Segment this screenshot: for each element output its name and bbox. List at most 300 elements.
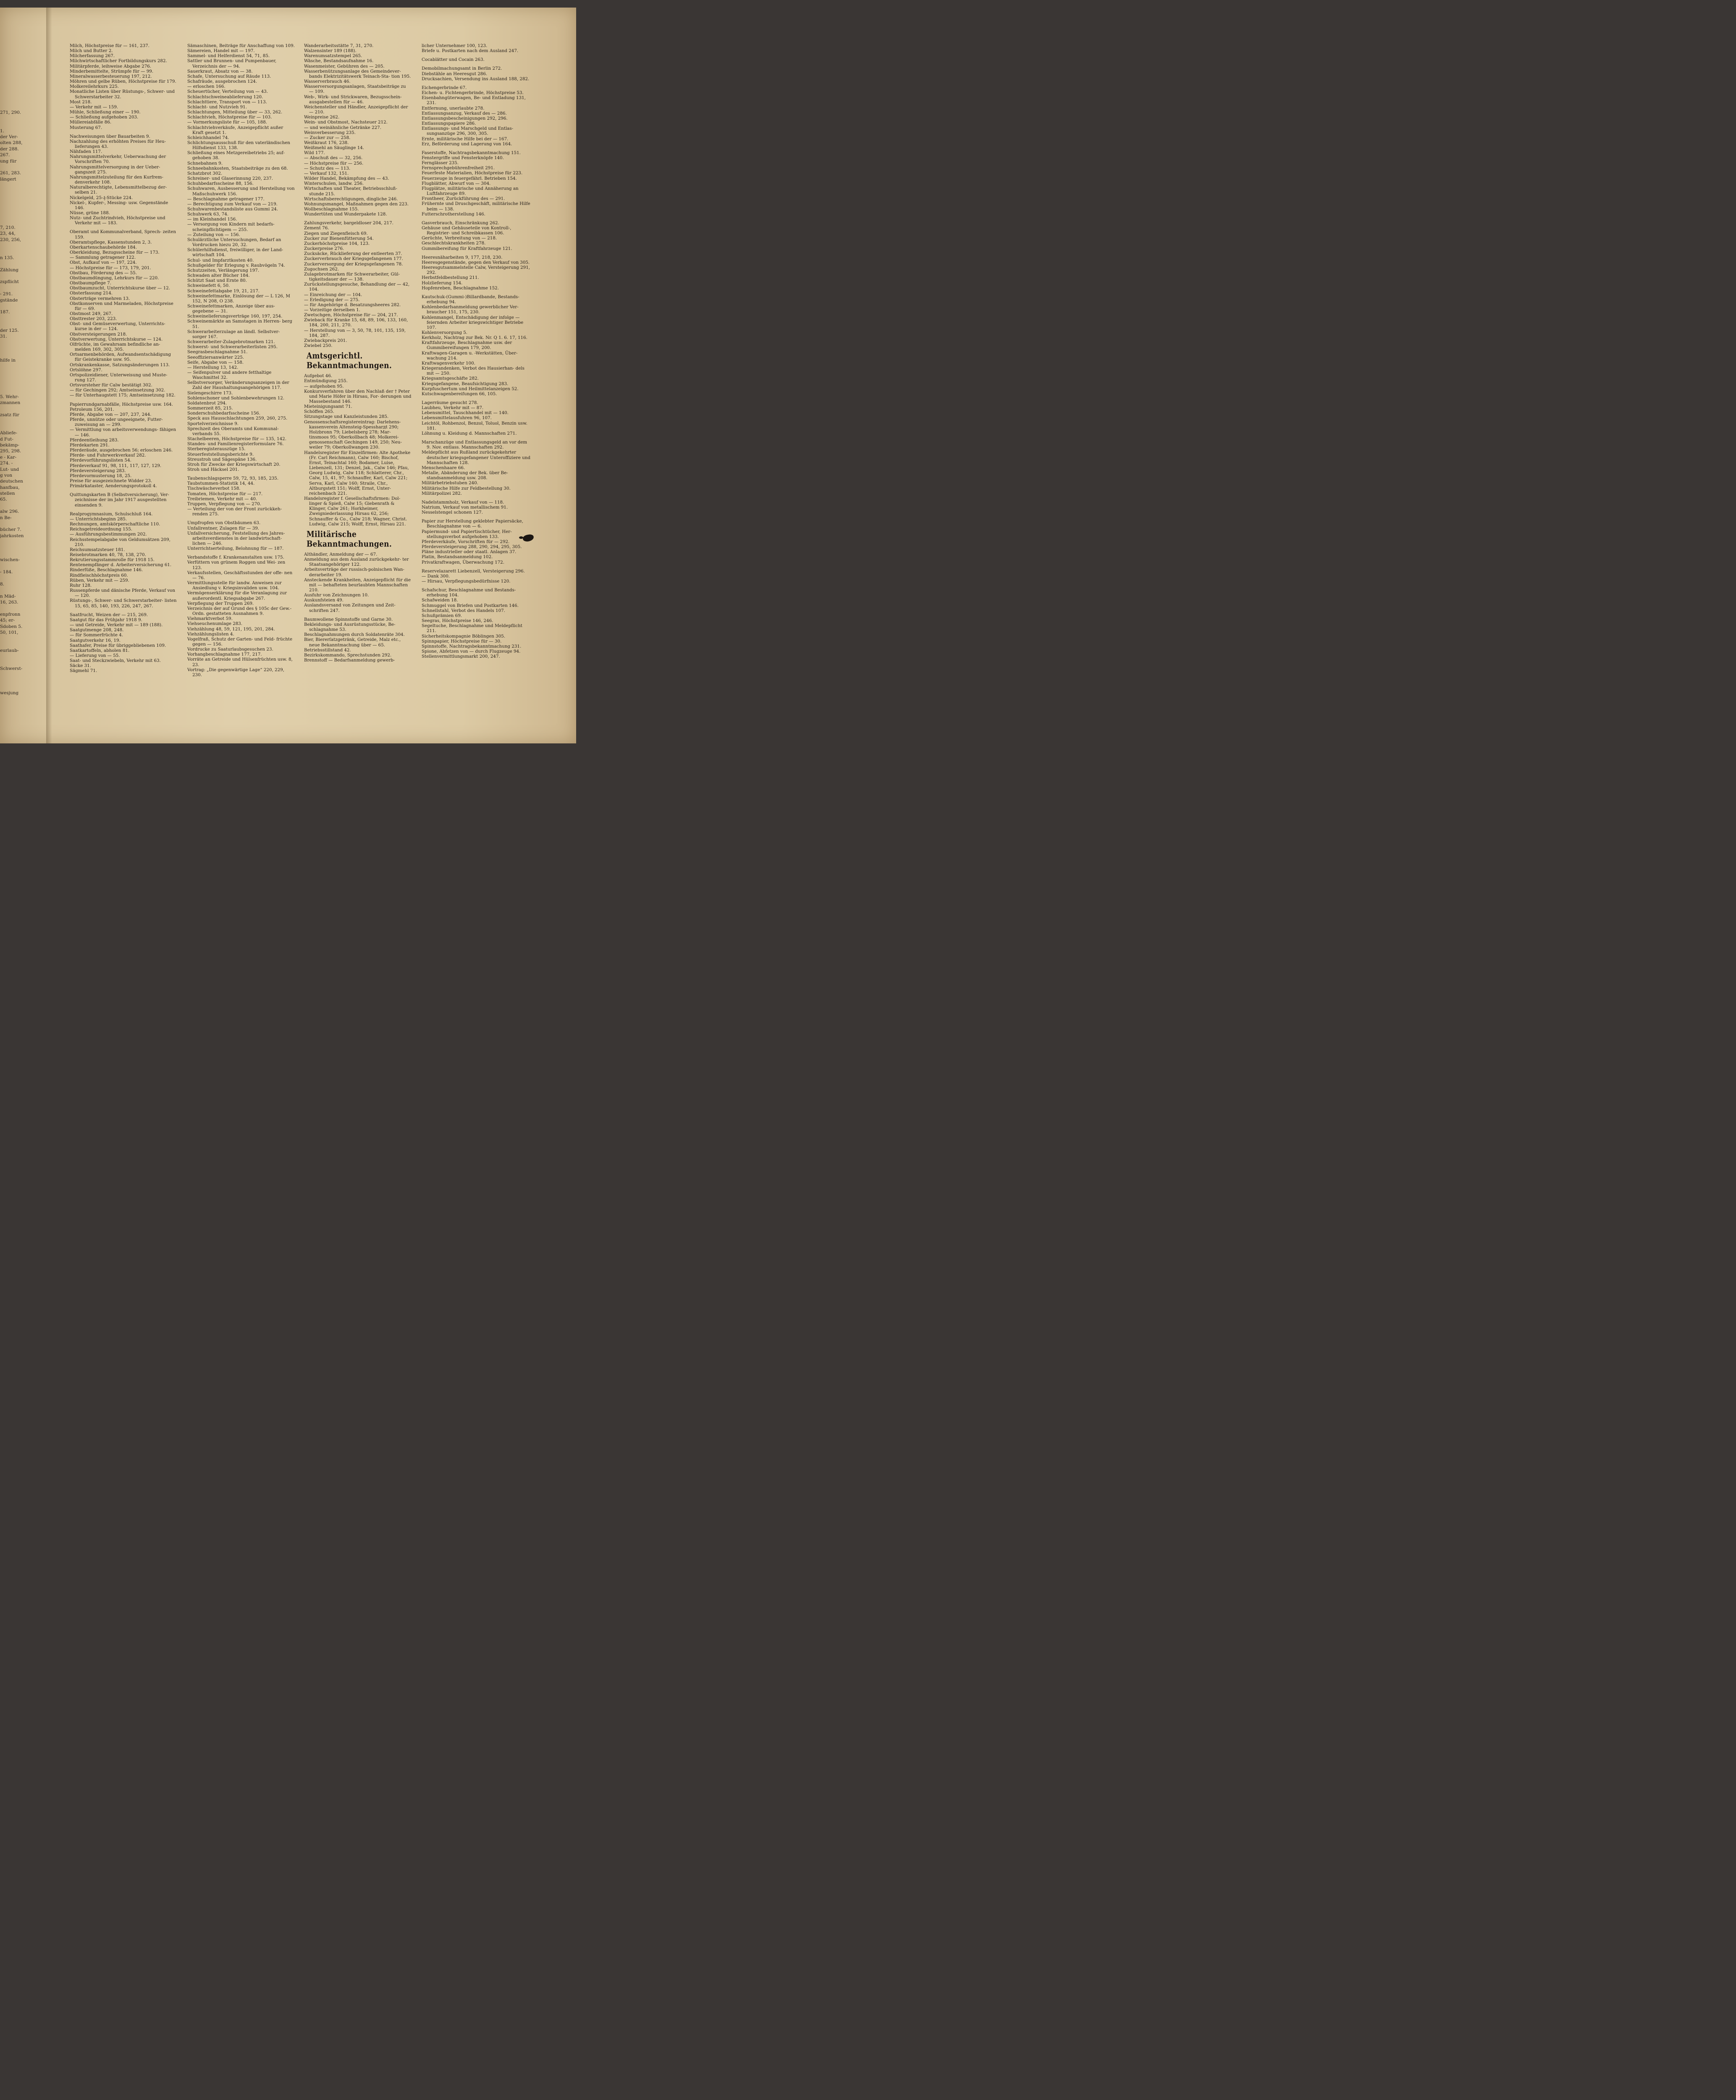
index-entry: Ortsarmenbehörden, Aufwandsentschädigung für Geistekranke usw. 95.	[70, 352, 171, 362]
index-entry: Segeltuche, Beschlagnahme und Meldepflicht 211.	[422, 623, 522, 634]
edge-fragment	[0, 25, 25, 31]
index-entry: Möhren und gelbe Rüben, Höchstpreise für 179.	[70, 79, 176, 84]
edge-fragment	[0, 249, 25, 255]
edge-fragment: 5. Wehr-	[0, 394, 19, 399]
edge-fragment	[0, 315, 25, 321]
index-entry: Molkereilehrkurs 225.	[70, 84, 119, 89]
index-entry: Stroh und Häcksel 201.	[187, 467, 239, 472]
index-entry: Taubenschlagsperre 59, 72, 93, 185, 235.	[187, 476, 279, 481]
index-entry: Sauerkraut, Absatz von — 38.	[187, 68, 253, 74]
section-gap	[70, 488, 177, 492]
index-entry: Sohlenschoner und Sohlenbewehrungen 12.	[187, 395, 285, 401]
index-entry: Ausfuhr von Zeichnungen 10.	[304, 593, 369, 598]
edge-fragment	[0, 352, 25, 357]
index-entry: Streustroh und Sägespäne 136.	[187, 457, 257, 462]
edge-fragment: hilfe in	[0, 358, 16, 363]
index-column-1	[70, 43, 177, 674]
edge-fragment: stellen	[0, 491, 15, 496]
index-entry: Umpfropfen von Obstbäumen 63.	[187, 520, 261, 526]
index-column-4	[422, 43, 531, 659]
index-entry: Ansteckende Krankheiten, Anzeigepflicht für die mit — behafteten beurlaubten Mannschaften 210.	[304, 577, 411, 593]
edge-fragment: 295, 298.	[0, 449, 21, 454]
edge-fragment	[0, 68, 25, 74]
section-gap	[422, 251, 531, 255]
edge-fragment	[0, 388, 25, 394]
index-entry: Saathafer, Preise für übriggebliebenen 109.	[70, 643, 166, 648]
index-entry: Nutz- und Zuchtrindvieh, Höchstpreise und Verkehr mit — 183.	[70, 215, 165, 226]
edge-fragment: längert	[0, 176, 16, 182]
index-entry: Saatgut für das Frühjahr 1918 9.	[70, 617, 142, 622]
index-entry: Feuerfeste Materialien, Höchstpreise für 223.	[422, 171, 523, 176]
index-entry: — für Angehörige d. Besatzungsheeres 282.	[304, 302, 401, 307]
index-entry: Scheuertücher, Verteilung von — 43.	[187, 89, 268, 94]
index-entry: Vogelfraß, Schutz der Garten- und Feld- früchte gegen — 156.	[187, 636, 293, 647]
index-entry: Zulagebrotmarken für Schwerarbeiter, Gül- tigkeitsdauer der — 138.	[304, 271, 400, 282]
index-entry: Papierrundgarnabfälle, Höchstpreise usw. 164.	[70, 402, 173, 407]
edge-fragment: gstände	[0, 297, 18, 303]
edge-fragment: - 291.	[0, 291, 13, 297]
index-entry: Standes- und Familienregisterformulare 76.	[187, 441, 284, 447]
edge-fragment: 50, 101,	[0, 630, 18, 635]
index-entry: Obst- und Gemüseverwertung, Unterrichts- kurse in der — 124.	[70, 321, 165, 332]
index-entry: Tischwäscheverbot 158.	[187, 486, 241, 491]
edge-fragment: n Be-	[0, 515, 12, 520]
index-entry: Wasserversorgungsanlagen, Staatsbeiträge zu — 109.	[304, 84, 406, 94]
edge-fragment	[0, 189, 25, 194]
section-gap	[422, 291, 531, 294]
edge-fragment	[0, 321, 25, 327]
index-entry: Zwieback für Kranke 15, 68, 89, 106, 133, 160, 184, 200, 211, 270.	[304, 318, 408, 328]
index-entry: Naturalberechtigte, Lebensmittelbezug der- selben 21.	[70, 185, 167, 195]
index-entry: Entlassungs- und Marschgeld und Entlas- sungsanzüge 296, 300, 305.	[422, 126, 514, 136]
index-entry: Pferde, Abgabe von — 207, 237, 244.	[70, 412, 152, 417]
edge-fragment: 45; er-	[0, 618, 15, 623]
index-entry: Kriegsgefangene, Beaufsichtigung 283.	[422, 381, 509, 386]
index-entry: Papiermund- und Papiertischtücher, Her- stellungsverbot aufgehoben 133.	[422, 529, 512, 539]
edge-fragment: Schwerst-	[0, 666, 23, 672]
section-gap	[422, 396, 531, 400]
index-entry: Bier, Biererſatzgetränk, Getreide, Malz etc., neue Bekanntmachung über — 65.	[304, 637, 401, 648]
index-entry: Kohlenmangel, Entschädigung der infolge — feiernden Arbeiter kriegswichtiger Betriebe 107.	[422, 315, 524, 330]
index-entry: Platin, Bestandsanmeldung 102.	[422, 554, 493, 560]
index-entry: Zucksäcke, Rücklieferung der entleerten 37.	[304, 251, 402, 257]
index-entry: Althändler, Anmeldung der — 67.	[304, 551, 378, 557]
index-entry: Oberamtspflege, Kassenstunden 2, 3.	[70, 239, 152, 245]
index-entry: Unfallrentner, Zulagen für — 39.	[187, 525, 260, 531]
index-entry: Seife, Abgabe von — 158.	[187, 360, 244, 365]
index-column-2	[187, 43, 295, 677]
index-entry: Militärpolizei 282.	[422, 491, 462, 496]
edge-fragment	[0, 261, 25, 267]
index-entry: Müllereiabfälle 86.	[70, 120, 112, 125]
edge-fragment	[0, 74, 25, 79]
index-entry: Betriebsstillstand 42.	[304, 647, 351, 653]
edge-fragment	[0, 122, 25, 128]
index-entry: Schweinemärkte an Samstagen in Herren- berg 51.	[187, 319, 292, 329]
index-entry: Nesselstengel schonen 127.	[422, 510, 483, 515]
index-entry: Olfrüchte, im Gewahrsam befindliche an- melden 169, 302, 305.	[70, 341, 160, 352]
index-entry: Brennstoff — Bedarfsanmeldung gewerb-	[304, 658, 395, 663]
index-entry: Nüsse, grüne 188.	[70, 210, 110, 215]
index-entry: Frühernte und Druschgeschäft, militärische Hilfe beim — 138.	[422, 201, 530, 212]
index-entry: Truppen, Verpflegung von — 270.	[187, 501, 262, 507]
section-gap	[422, 62, 531, 66]
index-entry: Fernglässer 235.	[422, 160, 459, 166]
index-entry: Pferdevorführungslisten 54.	[70, 458, 131, 463]
edge-fragment: olten 288,	[0, 140, 23, 146]
index-entry: Entfernung, unerlaubte 278.	[422, 105, 485, 111]
index-entry: Drucksachien, Versendung ins Ausland 188, 282.	[422, 76, 530, 81]
edge-fragment: wischen-	[0, 557, 20, 563]
index-entry: Kohlenbedarfsanmeldung gewerblicher Ver- braucher 151, 175, 230.	[422, 304, 519, 315]
index-entry: — Vormerkungsliste für — 105, 188.	[187, 120, 267, 125]
index-entry: Feuerzeuge in feuergefährl. Betrieben 154.	[422, 176, 517, 181]
section-gap	[187, 551, 295, 555]
index-entry: Zuckerhöchstpreise 104, 123.	[304, 241, 370, 246]
section-gap	[70, 226, 177, 229]
edge-fragment	[0, 376, 25, 382]
index-entry: Reichsgetreideordnung 155.	[70, 527, 133, 532]
index-entry: Rüben, Verkehr mit — 259.	[70, 578, 129, 583]
index-entry: Fenstergriffe und Fensterknöpfe 140.	[422, 155, 504, 160]
edge-fragment: Abliefe-	[0, 430, 17, 436]
edge-fragment: deutschen	[0, 479, 23, 484]
edge-fragment	[0, 642, 25, 648]
index-entry: Futterschrotherstellung 146.	[422, 211, 485, 217]
edge-fragment: Lut- und	[0, 467, 19, 472]
index-entry: Militärbetriebstuben 240.	[422, 480, 478, 486]
index-entry: — für Gechingen 292; Amtseinsetzung 302.	[70, 388, 165, 393]
edge-fragment	[0, 563, 25, 569]
index-entry: — Verkauf 132, 151.	[304, 171, 349, 176]
index-entry: Stroh für Zwecke der Kriegswirtschaft 20.	[187, 462, 281, 467]
index-entry: Kautschuk-(Gummi-)Billardbande, Bestands- erhebung 94.	[422, 294, 519, 305]
index-entry: Reservelazarett Liebenzell, Versteigerung 296.	[422, 568, 525, 574]
index-entry: — Höchstpreise für — 256.	[304, 160, 364, 166]
edge-fragment: 271, 290.	[0, 110, 21, 116]
index-entry: Schlachtschweineablieferung 120.	[187, 94, 263, 100]
index-entry: Schatzbrot 302.	[187, 171, 223, 176]
index-entry: Spinnstoffe, Nachtragsbekanntmachung 231.	[422, 643, 522, 649]
index-entry: Zuckerversorgung der Kriegsgefangenen 78.	[304, 261, 403, 267]
index-entry: Sammel- und Helferdienst 54, 71, 85.	[187, 53, 270, 59]
index-entry: Warenumsatzstempel 265.	[304, 53, 362, 59]
index-entry: Pferdeversteigerung 283.	[70, 468, 126, 473]
edge-fragment	[0, 86, 25, 92]
edge-fragment: zspflicht	[0, 279, 19, 285]
index-entry: Schweinefettmarke, Einlösung der — L 126, M 152, N 208, O 238.	[187, 293, 290, 304]
page-fold-shadow	[46, 8, 52, 743]
index-entry: Reisebrotmarken 40, 78, 138, 270.	[70, 552, 146, 557]
index-entry: Obstkonserven und Marmeladen, Höchstpreise für — 69.	[70, 301, 173, 311]
index-entry: Weinpreise 262.	[304, 115, 340, 120]
index-entry: Nahrungsmittelversorgung in der Ueber- gangszeit 275.	[70, 164, 160, 175]
index-entry: Nähfaden 117.	[70, 149, 102, 155]
index-entry: Schweinefettmarken, Anzeige über aus- gegebene — 31.	[187, 303, 275, 314]
index-entry: — Zucker zur — 258.	[304, 135, 351, 140]
index-entry: Aufgebot 46.	[304, 373, 333, 379]
index-entry: licher Unternehmer 100, 123.	[422, 43, 488, 48]
index-entry: Obstversteigerungen 218.	[70, 331, 127, 337]
index-entry: Kohlenversorgung 5.	[422, 330, 468, 335]
edge-fragment: der 125.	[0, 328, 19, 333]
index-entry: Genossenschaftsregistereintrag: Darlehens- kassenverein Altensteig-Spessharдt 290; Holzbronn 79; Liebelsberg 278; Mar- tinsmoos 95; Oberkollbach 48; Molkerei- genossenschaft Gechingen 149, 250; Neu- weiler 79; Oberkollwangen 230.	[304, 419, 402, 450]
edge-fragment	[0, 273, 25, 279]
index-entry: — Vermittlung von arbeitsverwendungs- fähigen — 146.	[70, 427, 176, 438]
index-entry: Eichen- u. Fichtengerbrinde, Höchstpreise 53.	[422, 90, 524, 96]
index-entry: Obstverwertung, Unterrichtskurse — 124.	[70, 336, 163, 342]
index-entry: Leichtöl, Rohbenzol, Benzol, Toluol, Benzin usw. 181.	[422, 420, 527, 431]
index-entry: Rentenempfänger d. Arbeiterversicherung 61.	[70, 562, 172, 568]
index-entry: Kraftfahrzeuge, Beschlagnahme usw. der Gummibereifungen 179, 200.	[422, 340, 512, 351]
index-entry: Verpflegung der Truppen 269.	[187, 601, 254, 606]
index-entry: Zurückstellungsgesuche, Behandlung der — 42, 104.	[304, 282, 410, 292]
index-entry: Militärpferde, leihweise Abgabe 276.	[70, 63, 152, 69]
edge-fragment: eurlaub-	[0, 648, 19, 654]
index-entry: Pferdeverkauf 91, 98, 111, 117, 127, 129.	[70, 463, 162, 468]
index-entry: — für Unterhaugstett 175; Amtseinsetzung 182.	[70, 393, 176, 398]
index-entry: — Dank 300.	[422, 573, 450, 579]
index-entry: Viehzählung 48, 59, 121, 195, 201, 284.	[187, 626, 275, 632]
index-entry: Menschenhaare 66.	[422, 465, 465, 470]
index-entry: Gehäuse und Gehäuseteile von Kontroll-, Registrier- und Schreibkassen 106.	[422, 226, 511, 236]
index-entry: Realprogymnasium, Schulschluß 164.	[70, 511, 153, 517]
index-entry: Viehmarktverbot 59.	[187, 616, 233, 622]
index-entry: Baumwollene Spinnstoffe und Garne 30.	[304, 617, 393, 622]
index-entry: Pferderäude, ausgebrochen 56; erloschen 246.	[70, 448, 173, 453]
index-entry: Selbstversorger, Veränderungsanzeigen in der Zahl der Haushaltungsangehörigen 117.	[187, 380, 289, 391]
index-entry: Vermögenserklärung für die Veranlagung zur außerordentl. Kriegsabgabe 267.	[187, 591, 287, 601]
edge-fragment	[0, 50, 25, 55]
index-entry: Sicherheitskompagnie Böblingen 305.	[422, 633, 506, 639]
index-entry: Reichsstempelabgabe von Geldumsätzen 209, 210.	[70, 537, 170, 547]
index-entry: Entlassungsbescheinigungen 292, 296.	[422, 116, 508, 121]
index-entry: Lebensmittel, Tauschhandel mit — 140.	[422, 410, 509, 416]
index-entry: Handelsregister für Einzelfirmen: Alte Apotheke (Fr. Carl Reichmann), Calw 160; Bischof, Ernst, Teinachtal 160; Bodamer, Luise, Liebenzell, 131; Denzel, Jak., Calw 146; Pfau, Georg Ludwig, Calw 118; Schlatterer, Chr., Calw, 15, 41, 97; Schnauffer, Karl, Calw 221; Serva, Karl, Calw 160; Straile, Chr., Altburgstett 151; Wolff, Ernst, Unter- reichenbach 221.	[304, 450, 411, 496]
edge-fragment: 187.	[0, 310, 10, 315]
edge-fragment	[0, 339, 25, 345]
edge-fragment	[0, 545, 25, 551]
index-entry: — Einreichung der — 104.	[304, 292, 362, 297]
index-entry: — Schutz des — 113.	[304, 165, 351, 171]
section-gap	[187, 472, 295, 476]
index-entry: Taubstummen-Statistik 14, 44.	[187, 481, 255, 486]
index-entry: Wild 177.	[304, 150, 325, 156]
edge-fragment	[0, 587, 25, 593]
left-edge-fragments	[0, 25, 25, 696]
index-entry: Schwerst- und Schwerarbeiterlisten 295.	[187, 344, 278, 350]
index-entry: Bezirkskommando, Sprechstunden 292.	[304, 652, 392, 658]
index-entry: Obsttrester 203, 223.	[70, 316, 117, 322]
edge-fragment	[0, 219, 25, 225]
edge-fragment: ung für	[0, 158, 17, 164]
section-gap	[70, 609, 177, 612]
index-entry: Zuckerpreise 276.	[304, 246, 344, 252]
index-entry: Tomaten, Höchstpreise für — 217.	[187, 491, 263, 496]
index-entry: Wundertüten und Wunderpakete 128.	[304, 212, 387, 217]
index-entry: Eichengerbrinde 67.	[422, 85, 467, 90]
index-entry: Unfallversicherung, Feststellung des Jahres- arbeitsverdienstes in der landwirtschaft- lichen — 246.	[187, 530, 285, 546]
index-entry: Schafschur, Beschlagnahme und Bestands- erhebung 104.	[422, 588, 516, 598]
edge-fragment	[0, 370, 25, 375]
index-entry: Oberkleidung, Bezugsscheine für — 173.	[70, 250, 160, 255]
edge-fragment: 23, 44,	[0, 231, 16, 236]
index-entry: — Berechtigung zum Verkauf von — 219.	[187, 201, 278, 207]
index-entry: Ortspolizeidiener, Unterweisung und Muste- rung 127.	[70, 372, 168, 383]
index-entry: Wohnungsmangel, Maßnahmen gegen den 223.	[304, 201, 409, 207]
index-entry: Handelsregister f. Gesellschaftsfirmen: Dol- linger & Spieß, Calw 15; Giebenrath & Klinger, Calw 261; Horkheimer, Zweigniederlassung Hirsau 62, 256; Schnauffer & Co., Calw 218; Wagner, Christ. Ludwig, Calw 215; Wolff, Ernst, Hirsau 221.	[304, 496, 407, 527]
edge-fragment	[0, 92, 25, 97]
index-entry: Seegras, Höchstpreise 146, 246.	[422, 618, 493, 624]
index-entry: Sielengeschirre 173.	[187, 390, 233, 396]
index-entry: Rinderfüße, Beschlagnahme 146.	[70, 567, 143, 573]
index-entry: Minderbemittelte, Strümpfe für — 99.	[70, 68, 154, 74]
edge-fragment	[0, 104, 25, 110]
edge-fragment	[0, 424, 25, 430]
index-entry: Pferdeverkäufe, Vorschriften für — 292.	[422, 539, 510, 544]
index-entry: Kraftwagen-Garagen u. -Werkstätten, Über- wachung 214.	[422, 350, 518, 361]
index-entry: — Herstellung von — 3, 50, 78, 101, 135, 159, 184, 287.	[304, 328, 406, 338]
index-entry: Ziegen und Ziegenfleisch 69.	[304, 231, 368, 236]
index-entry: Wäsche, Bestandsaufnahme 16.	[304, 58, 374, 64]
index-entry: Schlachtungen, Mitteilung über — 33, 262.	[187, 110, 283, 115]
edge-fragment	[0, 200, 25, 206]
section-gap	[304, 613, 412, 617]
index-entry: — Herstellung 13, 142.	[187, 365, 239, 370]
index-entry: Treibriemen, Verkehr mit — 40.	[187, 496, 257, 501]
edge-fragment: bekämp-	[0, 442, 19, 448]
index-entry: Sonderschuhbedarfsscheine 156.	[187, 411, 260, 416]
index-entry: Schlichtungsausschuß für den vaterländischen Hilfsdienst 133, 138.	[187, 140, 290, 151]
index-entry: Ernte, militärische Hilfe bei der — 167.	[422, 136, 509, 142]
index-entry: Saatfrucht, Weizen der — 215, 269.	[70, 612, 148, 617]
index-entry: Vordrucke zu Saaturlaubsgesuchen 23.	[187, 647, 273, 652]
index-entry: Vorräte an Getreide und Hülsenfrüchten usw. 8, 23.	[187, 657, 293, 667]
index-entry: Geschlechtskrankheiten 278.	[422, 241, 486, 246]
index-entry: Beschlagnahmungen durch Soldatenräte 304.	[304, 632, 405, 638]
index-entry: Sommerzeit 85, 215.	[187, 406, 233, 411]
index-entry: Weichensteller und Händler, Anzeigepflicht der — 210.	[304, 104, 408, 115]
index-entry: — Höchstpreise für — 173, 179, 201.	[70, 265, 151, 270]
edge-fragment	[0, 503, 25, 509]
index-entry: Wollbeschlagnahme 155.	[304, 207, 359, 212]
section-gap	[422, 53, 531, 57]
index-entry: Saat- und Steckzwiebeln, Verkehr mit 63.	[70, 658, 161, 664]
edge-fragment	[0, 164, 25, 170]
index-entry: — im Kleinhandel 156.	[187, 217, 237, 222]
index-entry: Weißkraut 176, 238.	[304, 140, 349, 145]
index-entry: Viehseuchenumlage 283.	[187, 621, 243, 627]
edge-fragment	[0, 551, 25, 557]
index-entry: Holzlieferung 154.	[422, 280, 463, 286]
index-entry: Eisenbahngüterwagen, Be- und Entladung 131, 231.	[422, 95, 526, 106]
index-entry: Sterberegisterauszüge 15.	[187, 446, 246, 452]
index-entry: Schafe, Untersuchung auf Räude 113.	[187, 74, 271, 79]
index-entry: Ruhr 128.	[70, 583, 92, 588]
section-gap	[422, 217, 531, 220]
edge-fragment	[0, 654, 25, 660]
index-entry: — Abschuß des — 32, 256.	[304, 155, 363, 161]
index-entry: Zement 76.	[304, 226, 329, 231]
index-entry: — Sammlung getragener 122.	[70, 255, 136, 260]
index-entry: Zwiebel 250.	[304, 343, 333, 349]
index-entry: — Unterrichtsbeginn 285.	[70, 516, 127, 522]
index-entry: Schul- und Impfarztkosten 40.	[187, 257, 254, 263]
index-entry: Ortskrankenkasse, Satzungsänderungen 113.	[70, 362, 170, 368]
index-entry: Obstbaumdüngung, Lehrkurs für — 220.	[70, 275, 159, 281]
index-entry: Faserstoffe, Nachtragsbekanntmachung 151.	[422, 150, 521, 155]
index-entry: Schlachtvieh, Höchstpreise für — 103.	[187, 115, 272, 120]
index-entry: Russenpferde und dänische Pferde, Verkauf von — 120.	[70, 588, 176, 598]
index-entry: Schreiner- und Glaserinnung 220, 237.	[187, 176, 273, 181]
index-entry: Schwerarbeiter-Zulagebrotmarken 121.	[187, 339, 275, 345]
index-entry: Vermittlungsstelle für landw. Anweisen zur Ansiedlung v. Kriegsinvaliden usw. 104.	[187, 580, 282, 591]
index-entry: Zuckerverbrauch der Kriegsgefangenen 177.	[304, 256, 403, 262]
edge-fragment: Zählung	[0, 267, 18, 273]
index-entry: Stellenvermittlungsmarkt 200, 247.	[422, 654, 500, 659]
index-entry: Schuhwarenbestandsliste aus Gummi 24.	[187, 207, 278, 212]
index-entry: Milchwirtschaftlicher Fortbildungskurs 282.	[70, 58, 167, 64]
index-entry: Rindfleischhöchstpreis 60.	[70, 572, 128, 578]
index-entry: Laubheu, Verkehr mit — 87.	[422, 405, 484, 411]
index-entry: Nickelgeld, 25-₰-Stücke 224.	[70, 195, 133, 200]
edge-fragment: Sdoben 5.	[0, 624, 23, 629]
edge-fragment: 16, 263.	[0, 600, 18, 605]
index-entry: Diebstähle an Heeresgut 286.	[422, 71, 488, 76]
section-gap	[422, 584, 531, 588]
edge-fragment: alw 296.	[0, 509, 19, 514]
index-entry: Zahlungsverkehr, bargeldloser 204, 217.	[304, 220, 393, 226]
index-entry: Rekrutierungsstammrolle für 1918 15.	[70, 557, 155, 563]
section-gap	[422, 515, 531, 519]
edge-fragment	[0, 521, 25, 527]
index-entry: Metalle, Abänderung der Bek. über Be- standsanmeldung usw. 208.	[422, 470, 508, 481]
edge-fragment: n Mäd-	[0, 593, 16, 599]
index-entry: — Vorzeitige derselben 1.	[304, 307, 361, 312]
index-entry: Nadelstammholz, Verkauf von — 118.	[422, 499, 504, 505]
index-entry: Natrium, Verkauf von metallischem 91.	[422, 504, 508, 510]
index-entry: Wanderarbeitsstätte 7, 31, 270.	[304, 43, 374, 48]
index-entry: Kurpfuschertum und Heilmittelanzeigen 52.	[422, 386, 519, 391]
edge-fragment: der Ver-	[0, 134, 18, 140]
index-entry: Schafräude, ausgebrochen 124.	[187, 79, 257, 84]
index-entry: Stachelbeeren, Höchstpreise für — 135, 142.	[187, 436, 286, 442]
edge-fragment: zsatz für	[0, 412, 19, 417]
index-entry: Kriegsamtsgeschäfte 282.	[422, 376, 479, 381]
edge-fragment: bücher 7.	[0, 527, 21, 533]
edge-fragment: 8.	[0, 581, 5, 587]
index-entry: Schützt Saat und Ernte 80.	[187, 278, 247, 284]
edge-fragment	[0, 678, 25, 684]
section-gap	[422, 436, 531, 440]
edge-fragment	[0, 303, 25, 309]
edge-fragment	[0, 406, 25, 412]
index-entry: Briefe u. Postkarten nach dem Ausland 247.	[422, 48, 519, 54]
index-entry: Zugochsen 262.	[304, 266, 339, 272]
index-entry: Pferde- und Fuhrwerkverkauf 282.	[70, 453, 146, 458]
index-entry: Schweinefettabgabe 19, 21, 217.	[187, 288, 260, 294]
edge-fragment: 261, 283.	[0, 171, 21, 176]
edge-fragment	[0, 43, 25, 49]
edge-fragment: 267.	[0, 152, 10, 158]
edge-fragment: zmannen	[0, 400, 21, 406]
index-entry: Frontheer, Zurückführung des — 291.	[422, 196, 505, 202]
index-entry: Kerkholz, Nachtrag zur Bek. Nr. Q 1. 6. 17, 116.	[422, 335, 527, 341]
index-entry: Gerüchte, Verbreitung von — 218.	[422, 236, 497, 241]
edge-fragment	[0, 98, 25, 104]
index-entry: Herbstfeldbestellung 211.	[422, 275, 479, 281]
index-entry: Konkursverfahren über den Nachlaß der † Peter und Marie Höfer in Hirsau, For- derungen und Massebestand 146.	[304, 388, 412, 404]
